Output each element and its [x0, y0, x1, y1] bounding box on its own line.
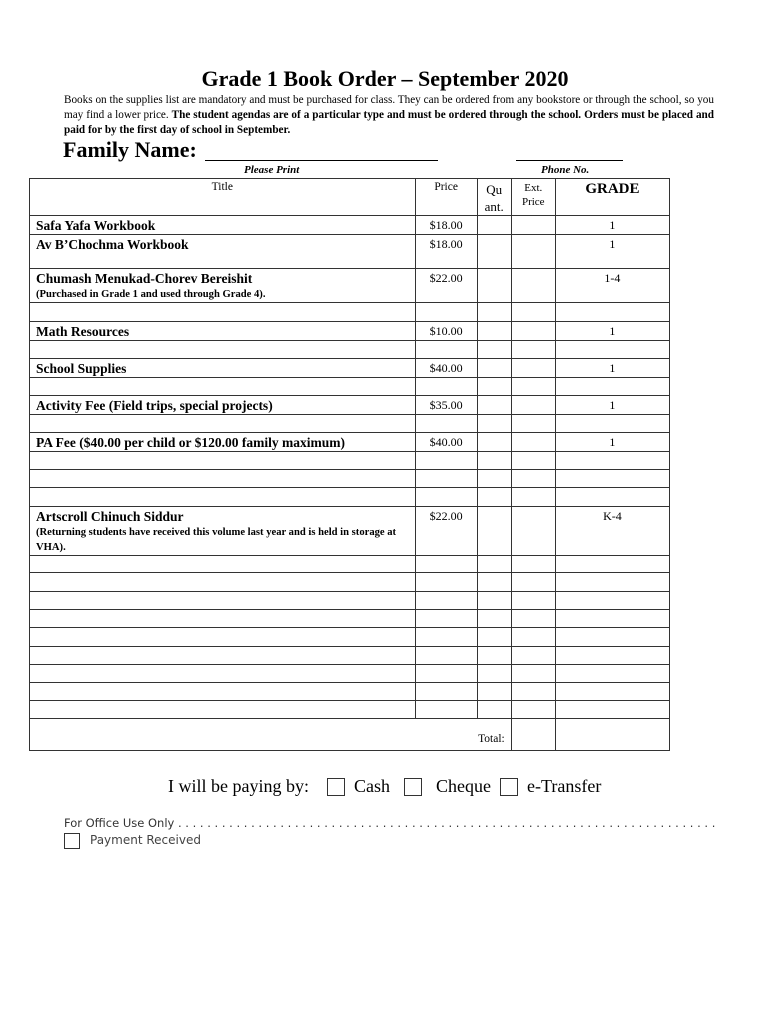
- item-title: Safa Yafa Workbook: [36, 218, 156, 233]
- ext-price-cell[interactable]: [511, 322, 555, 341]
- table-row-blank: [30, 341, 670, 359]
- item-price: $40.00: [415, 359, 477, 378]
- item-title: School Supplies: [36, 361, 127, 376]
- total-row: [30, 719, 670, 751]
- item-price: $18.00: [415, 216, 477, 235]
- ext-price-cell[interactable]: [511, 433, 555, 452]
- total-label: Total:: [30, 719, 512, 751]
- ext-price-cell[interactable]: [511, 396, 555, 415]
- item-title: Artscroll Chinuch Siddur: [36, 509, 184, 524]
- item-grade: 1: [555, 433, 669, 452]
- table-row-blank: [30, 303, 670, 322]
- quantity-cell[interactable]: [477, 322, 511, 341]
- header-title: Title: [30, 179, 416, 216]
- item-note: (Purchased in Grade 1 and used through Grade 4).: [36, 289, 266, 300]
- family-name-label: Family Name:: [63, 137, 197, 162]
- table-row-blank: [30, 628, 670, 647]
- item-price: $22.00: [415, 269, 477, 303]
- item-grade: 1: [555, 359, 669, 378]
- table-row-blank: [30, 610, 670, 628]
- table-row-blank: [30, 556, 670, 573]
- table-row-blank: [30, 665, 670, 683]
- page-title: Grade 1 Book Order – September 2020: [201, 66, 569, 91]
- order-table: [29, 178, 670, 751]
- item-title: Av B’Chochma Workbook: [36, 237, 189, 252]
- table-row-blank: [30, 592, 670, 610]
- table-row: [30, 216, 670, 235]
- intro-bold: The student agendas are of a particular type and must be ordered through the school. Orders must be placed and paid for by the first day of school in September.: [64, 109, 714, 136]
- table-row-blank: [30, 683, 670, 701]
- item-title: Activity Fee (Field trips, special projects): [36, 398, 273, 413]
- header-grade: GRADE: [585, 181, 640, 197]
- etransfer-label: e-Transfer: [527, 776, 602, 796]
- quantity-cell[interactable]: [477, 216, 511, 235]
- item-price: $10.00: [415, 322, 477, 341]
- item-price: $35.00: [415, 396, 477, 415]
- quantity-cell[interactable]: [477, 359, 511, 378]
- payment-label: I will be paying by:: [168, 776, 309, 796]
- ext-price-cell[interactable]: [511, 507, 555, 556]
- header-price: Price: [415, 179, 477, 216]
- please-print-label: Please Print: [244, 164, 300, 176]
- office-use-dots: . . . . . . . . . . . . . . . . . . . . . . . . . . . . . . . . . . . . . . . . . . . . . . . . . . . . . . . . . . . . . . . . . . . . . . . . . .: [177, 816, 716, 830]
- item-grade: K-4: [555, 507, 669, 556]
- item-note: (Returning students have received this volume last year and is held in storage at VHA).: [36, 527, 397, 553]
- phone-label: Phone No.: [541, 164, 590, 176]
- item-grade: 1: [555, 235, 669, 269]
- table-row-blank: [30, 573, 670, 592]
- payment-received-label: Payment Received: [90, 833, 201, 847]
- intro-text: [64, 93, 714, 138]
- table-row: [30, 433, 670, 452]
- cash-checkbox[interactable]: [327, 778, 345, 796]
- quantity-cell[interactable]: [477, 235, 511, 269]
- header-ext-price: Ext. Price: [511, 179, 555, 216]
- table-row-blank: [30, 452, 670, 470]
- phone-field[interactable]: [516, 160, 623, 161]
- item-grade: 1-4: [555, 269, 669, 303]
- header-quantity: Qu ant.: [477, 179, 511, 216]
- quantity-cell[interactable]: [477, 507, 511, 556]
- etransfer-checkbox[interactable]: [500, 778, 518, 796]
- table-row: [30, 269, 670, 303]
- quantity-cell[interactable]: [477, 433, 511, 452]
- item-grade: 1: [555, 322, 669, 341]
- item-price: $40.00: [415, 433, 477, 452]
- office-use-label: For Office Use Only: [64, 816, 175, 830]
- table-row-blank: [30, 701, 670, 719]
- intro-normal: Books on the supplies list are mandatory and must be purchased for class. They can be ordered from any bookstore or through the school, so you may find a lower price.: [64, 94, 714, 121]
- total-amount-cell[interactable]: [511, 719, 555, 751]
- ext-price-cell[interactable]: [511, 235, 555, 269]
- table-row-blank: [30, 647, 670, 665]
- table-row: [30, 322, 670, 341]
- table-row: [30, 396, 670, 415]
- cheque-checkbox[interactable]: [404, 778, 422, 796]
- quantity-cell[interactable]: [477, 269, 511, 303]
- item-price: $22.00: [415, 507, 477, 556]
- item-grade: 1: [555, 216, 669, 235]
- item-title: Chumash Menukad-Chorev Bereishit: [36, 271, 253, 286]
- table-row-blank: [30, 378, 670, 396]
- cash-label: Cash: [354, 776, 390, 796]
- table-row-blank: [30, 415, 670, 433]
- ext-price-cell[interactable]: [511, 269, 555, 303]
- ext-price-cell[interactable]: [511, 359, 555, 378]
- item-price: $18.00: [415, 235, 477, 269]
- item-title: PA Fee ($40.00 per child or $120.00 family maximum): [36, 435, 345, 450]
- ext-price-cell[interactable]: [511, 216, 555, 235]
- office-use-line: [64, 816, 715, 830]
- cheque-label: Cheque: [436, 776, 491, 796]
- table-row-blank: [30, 470, 670, 488]
- family-name-field[interactable]: [205, 160, 438, 161]
- table-row: [30, 235, 670, 269]
- quantity-cell[interactable]: [477, 396, 511, 415]
- table-row: [30, 359, 670, 378]
- item-grade: 1: [555, 396, 669, 415]
- table-header-row: [30, 179, 670, 216]
- item-title: Math Resources: [36, 324, 130, 339]
- table-row: [30, 507, 670, 556]
- payment-received-checkbox[interactable]: [64, 833, 80, 849]
- table-row-blank: [30, 488, 670, 507]
